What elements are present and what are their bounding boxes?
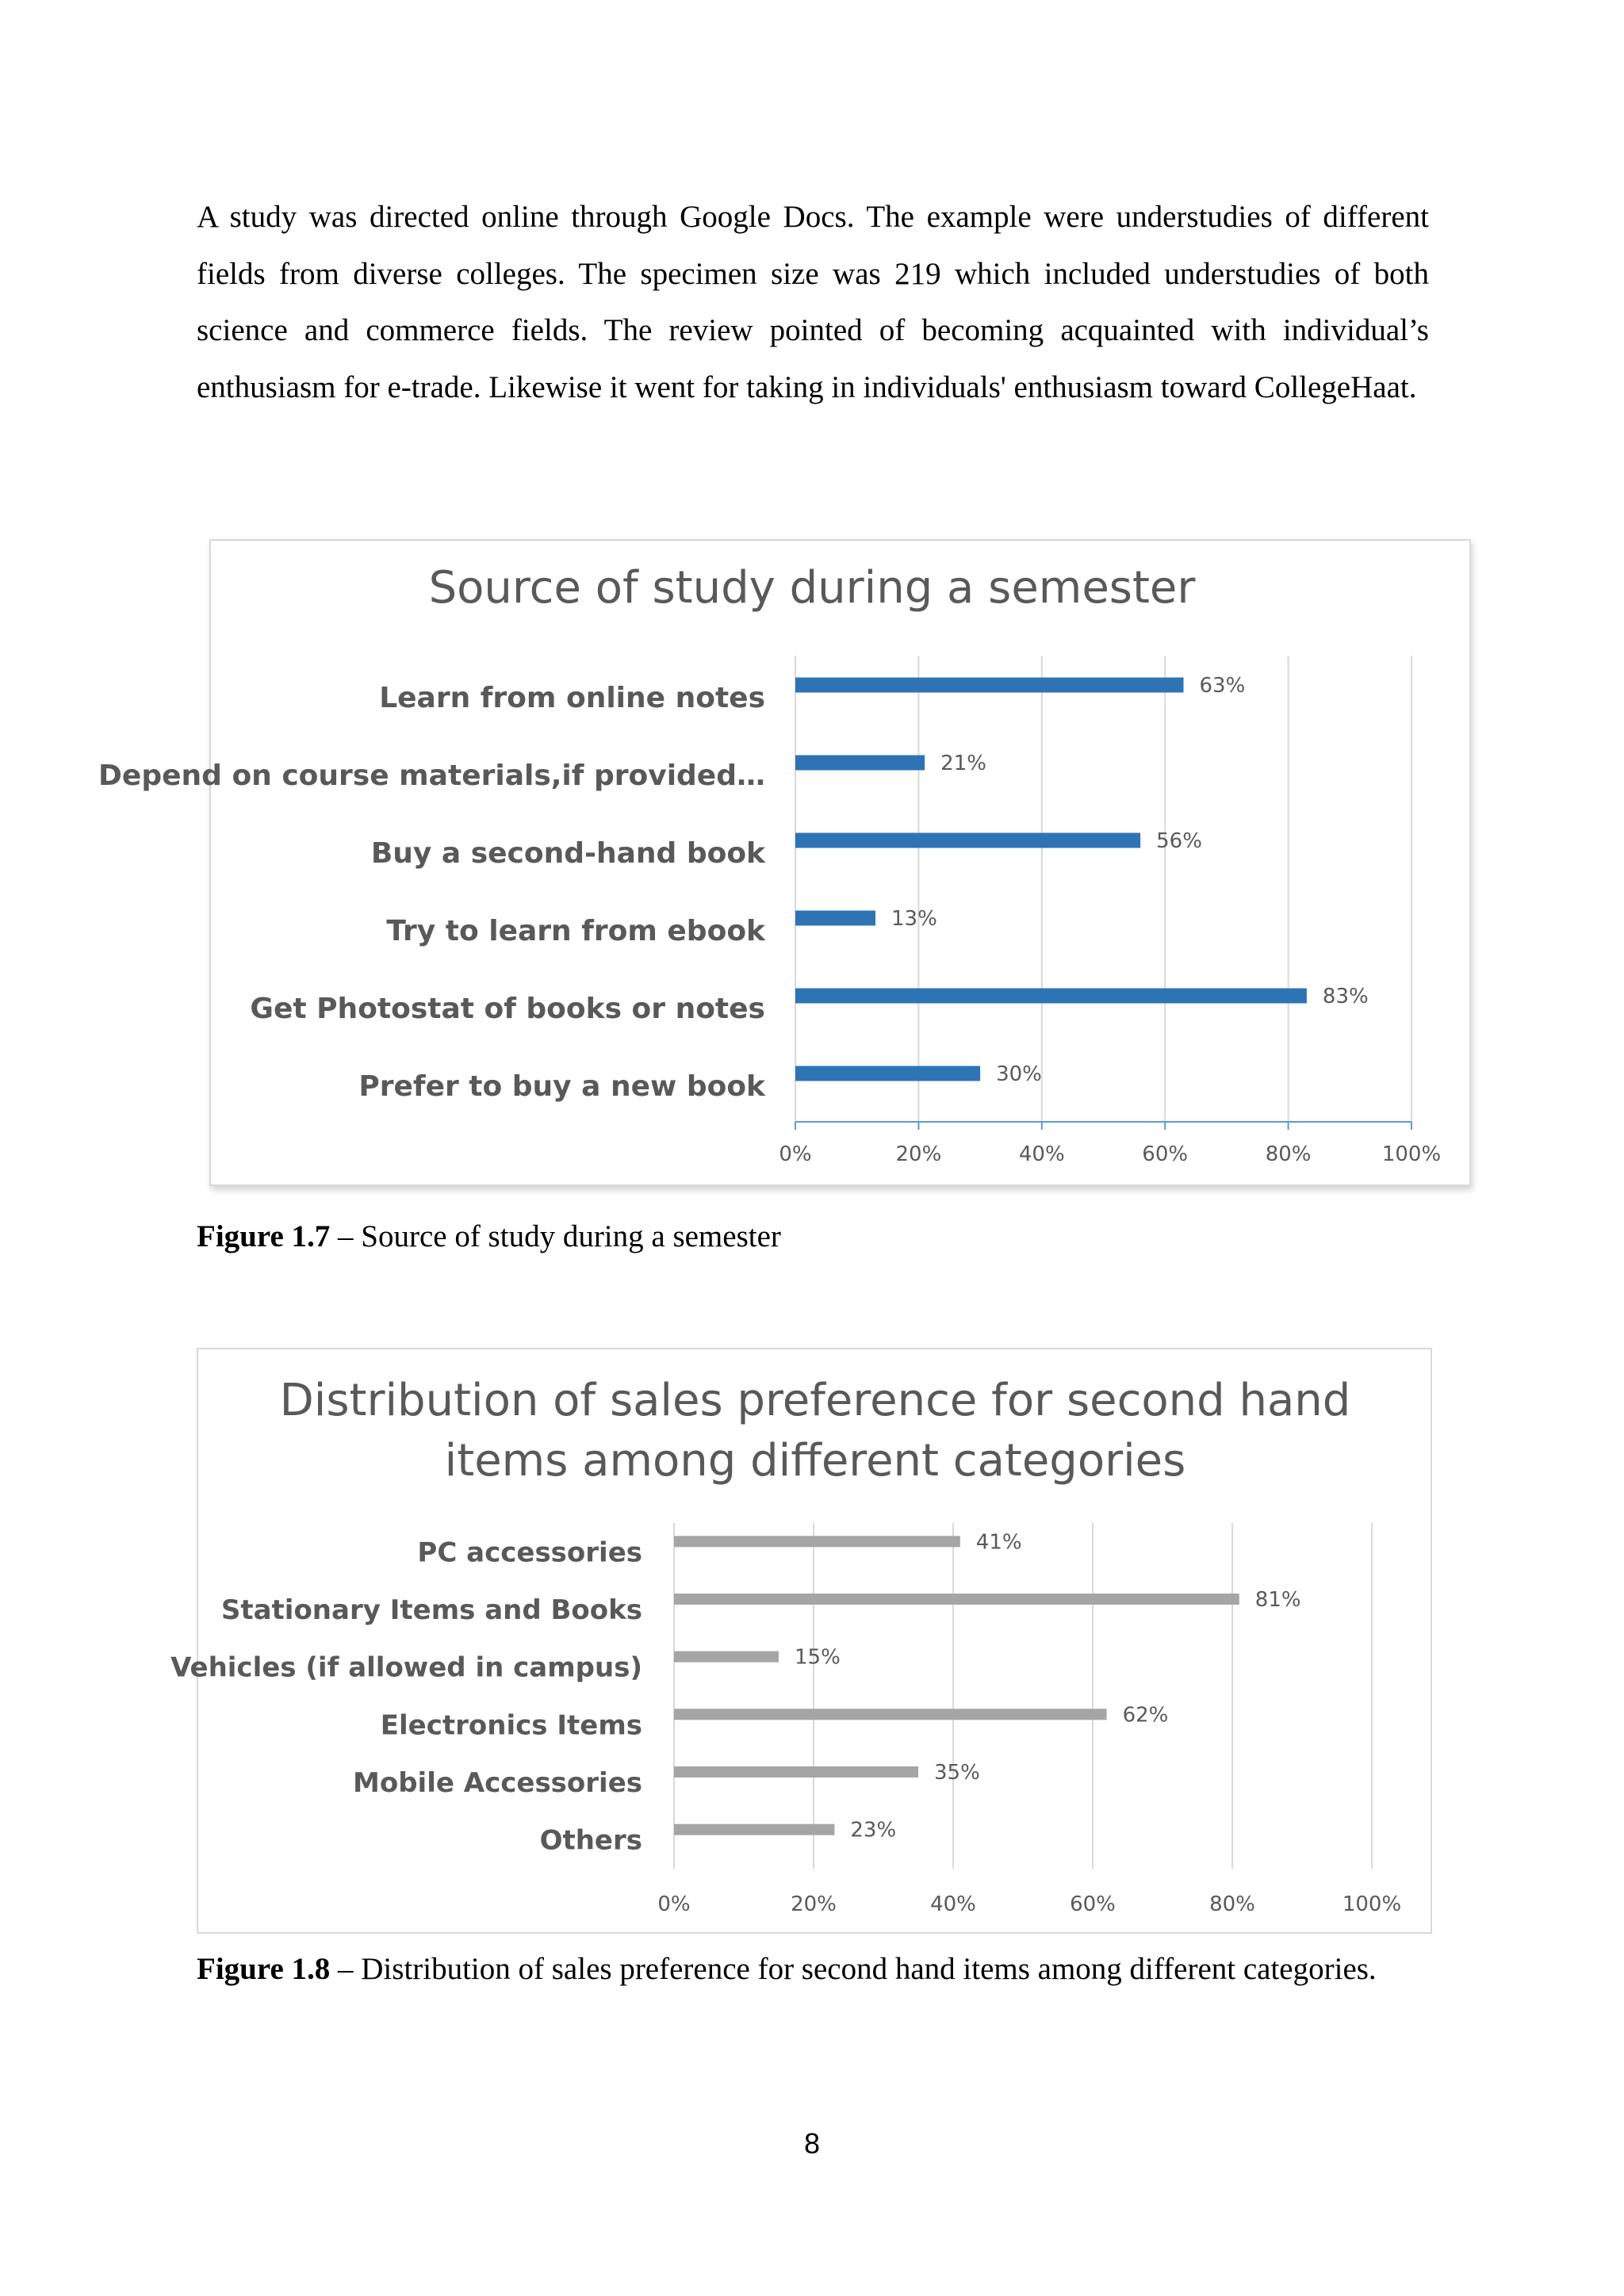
bar-2 bbox=[795, 756, 925, 771]
bar-5 bbox=[795, 989, 1307, 1004]
bar-3 bbox=[795, 833, 1140, 848]
x-tick-label: 20% bbox=[895, 1142, 942, 1166]
data-label: 56% bbox=[1156, 829, 1202, 853]
bar-1 bbox=[674, 1536, 960, 1547]
category-label: Electronics Items bbox=[380, 1709, 642, 1742]
category-label: Prefer to buy a new book bbox=[358, 1070, 765, 1103]
data-label: 41% bbox=[975, 1530, 1022, 1555]
x-tick-label: 80% bbox=[1265, 1142, 1312, 1166]
data-label: 15% bbox=[795, 1645, 841, 1670]
category-label: Depend on course materials,if provided… bbox=[98, 760, 765, 792]
figure-1-7-caption bbox=[197, 1210, 781, 1264]
x-tick-label: 40% bbox=[1018, 1142, 1065, 1166]
bar-6 bbox=[674, 1824, 834, 1835]
x-tick-label: 100% bbox=[1342, 1892, 1402, 1916]
figure-1-8-label: Figure 1.8 bbox=[197, 1952, 331, 1986]
bar-2 bbox=[674, 1594, 1239, 1605]
figure-1-8-text: – Distribution of sales preference for second hand items among different categories. bbox=[330, 1952, 1377, 1986]
chart-title-line: Source of study during a semester bbox=[428, 562, 1196, 614]
category-label: Learn from online notes bbox=[379, 682, 765, 714]
page-number: 8 bbox=[803, 2127, 821, 2160]
intro-paragraph: A study was directed online through Google Docs. The example were understudies of different fields from diverse colleges. The specimen size was 219 which included understudies of both science and commerce fields. The review pointed of becoming acquainted with individual’s enthusiasm for e-trade. Likewise it went for taking in individuals' enthusiasm toward CollegeHaat. bbox=[197, 200, 1429, 404]
chart-title-line: items among different categories bbox=[444, 1435, 1186, 1487]
chart-sales-preference-svg bbox=[170, 1349, 1431, 1932]
category-label: Vehicles (if allowed in campus) bbox=[170, 1651, 642, 1684]
bar-3 bbox=[674, 1651, 779, 1663]
category-label: Get Photostat of books or notes bbox=[250, 993, 765, 1025]
data-label: 62% bbox=[1122, 1703, 1169, 1728]
figure-1-7-label: Figure 1.7 bbox=[197, 1219, 331, 1253]
category-label: Others bbox=[539, 1824, 642, 1857]
bar-1 bbox=[795, 678, 1184, 693]
category-label: Try to learn from ebook bbox=[386, 915, 765, 947]
data-label: 30% bbox=[996, 1062, 1042, 1086]
x-tick-label: 60% bbox=[1142, 1142, 1189, 1166]
chart-title-line: Distribution of sales preference for second hand bbox=[279, 1375, 1351, 1426]
x-tick-label: 100% bbox=[1381, 1142, 1442, 1166]
x-tick-label: 60% bbox=[1070, 1892, 1116, 1916]
x-tick-label: 20% bbox=[791, 1892, 837, 1916]
data-label: 23% bbox=[850, 1818, 897, 1843]
figure-1-7-text: – Source of study during a semester bbox=[330, 1219, 781, 1253]
data-label: 35% bbox=[934, 1761, 980, 1785]
chart-source-of-study bbox=[98, 539, 1471, 1186]
bar-6 bbox=[795, 1066, 980, 1081]
data-label: 21% bbox=[940, 752, 986, 775]
category-label: Mobile Accessories bbox=[353, 1767, 642, 1799]
data-label: 63% bbox=[1199, 674, 1246, 698]
data-label: 81% bbox=[1254, 1588, 1301, 1612]
bar-4 bbox=[674, 1709, 1107, 1720]
chart-sales-preference bbox=[170, 1348, 1432, 1934]
x-tick-label: 80% bbox=[1209, 1892, 1255, 1916]
x-tick-label: 0% bbox=[657, 1892, 691, 1916]
category-label: PC accessories bbox=[417, 1536, 642, 1569]
chart-source-of-study-svg bbox=[98, 541, 1469, 1184]
category-label: Buy a second-hand book bbox=[370, 837, 765, 870]
x-tick-label: 0% bbox=[779, 1142, 812, 1166]
data-label: 13% bbox=[891, 907, 937, 931]
x-tick-label: 40% bbox=[930, 1892, 976, 1916]
bar-5 bbox=[674, 1766, 918, 1777]
category-label: Stationary Items and Books bbox=[220, 1594, 642, 1626]
data-label: 83% bbox=[1322, 985, 1369, 1008]
figure-1-8-caption bbox=[197, 1942, 1429, 1996]
bar-4 bbox=[795, 911, 875, 926]
